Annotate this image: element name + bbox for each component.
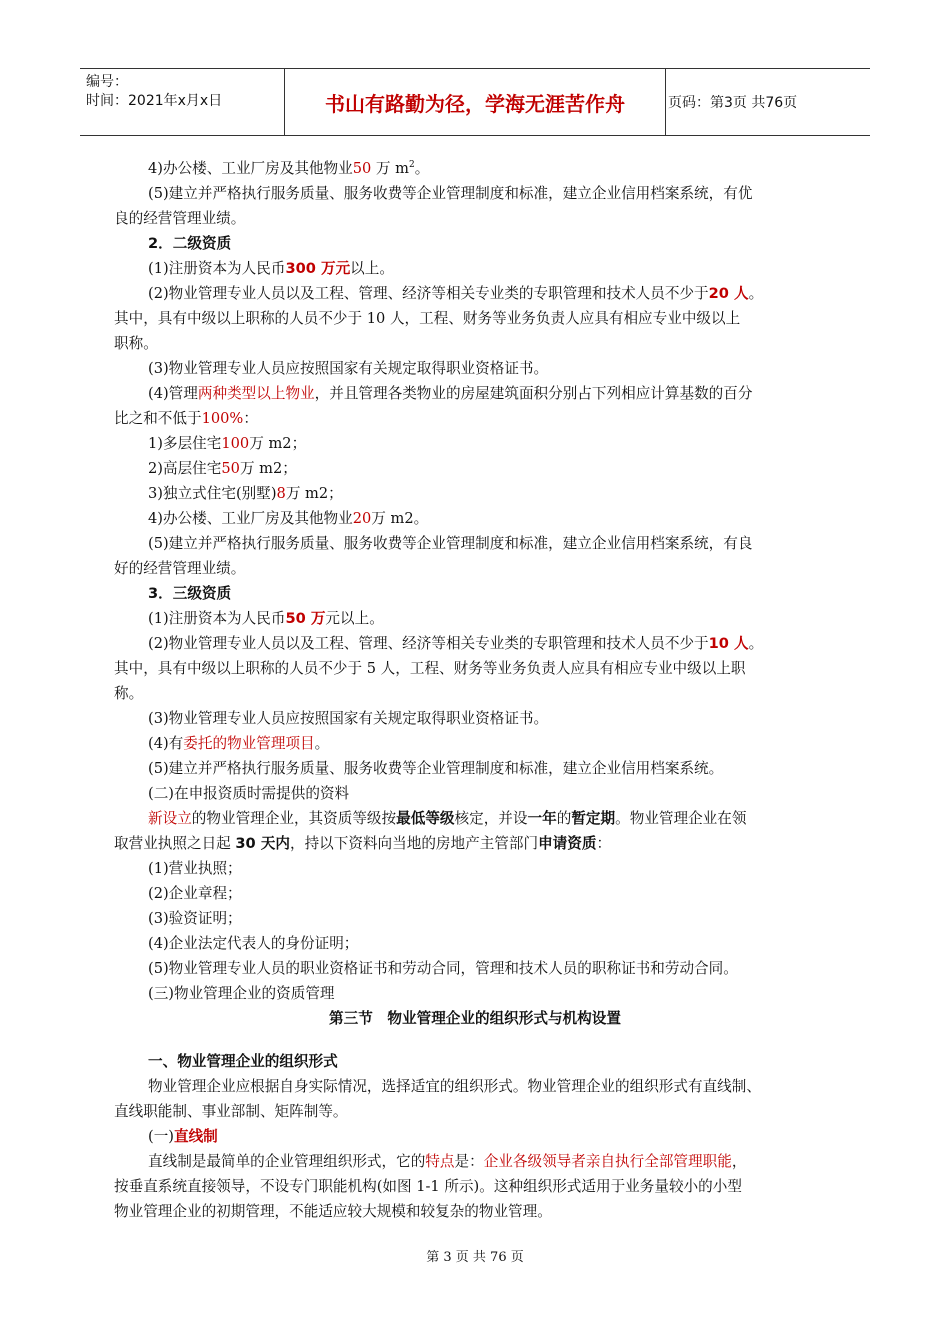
section-heading: 3．三级资质 <box>148 585 232 602</box>
paragraph-line: 新设立的物业管理企业，其资质等级按最低等级核定，并设一年的暂定期。物业管理企业在领 <box>148 810 747 827</box>
paragraph-line: (一)直线制 <box>148 1128 218 1145</box>
paragraph-line: 4)办公楼、工业厂房及其他物业50 万 $m^2$。 <box>148 160 430 177</box>
header-motto: 书山有路勤为径，学海无涯苦作舟 <box>325 91 625 116</box>
paragraph-line: (5)建立并严格执行服务质量、服务收费等企业管理制度和标准，建立企业信用档案系统，有优 <box>148 185 753 202</box>
spacer <box>114 1031 836 1049</box>
subsection-heading: 一、物业管理企业的组织形式 <box>148 1053 338 1070</box>
paragraph-line: (1)注册资本为人民币300 万元以上。 <box>148 260 394 277</box>
doc-number-label: 编号： <box>86 74 128 90</box>
paragraph-line: 物业管理企业的初期管理，不能适应较大规模和较复杂的物业管理。 <box>114 1203 552 1220</box>
paragraph-line: 直线职能制、事业部制、矩阵制等。 <box>114 1103 348 1120</box>
paragraph-line: (2)企业章程； <box>148 885 242 902</box>
paragraph-line: (5)物业管理专业人员的职业资格证书和劳动合同，管理和技术人员的职称证书和劳动合同。 <box>148 960 738 977</box>
paragraph-line: (3)物业管理专业人员应按照国家有关规定取得职业资格证书。 <box>148 360 549 377</box>
paragraph-line: 其中，具有中级以上职称的人员不少于 5 人，工程、财务等业务负责人应具有相应专业中级以上职 <box>114 660 746 677</box>
paragraph-line: (3)物业管理专业人员应按照国家有关规定取得职业资格证书。 <box>148 710 549 727</box>
paragraph-line: 好的经营管理业绩。 <box>114 560 246 577</box>
paragraph-line: (三)物业管理企业的资质管理 <box>148 985 335 1002</box>
paragraph-line: 称。 <box>114 685 144 702</box>
header-page-info: 页码：第3页 共76页 <box>668 95 798 111</box>
paragraph-line: (2)物业管理专业人员以及工程、管理、经济等相关专业类的专职管理和技术人员不少于20 人。 <box>148 285 764 302</box>
paragraph-line: 物业管理企业应根据自身实际情况，选择适宜的组织形式。物业管理企业的组织形式有直线制、 <box>148 1078 761 1095</box>
paragraph-line: (5)建立并严格执行服务质量、服务收费等企业管理制度和标准，建立企业信用档案系统。 <box>148 760 724 777</box>
paragraph-line: 直线制是最简单的企业管理组织形式，它的特点是：企业各级领导者亲自执行全部管理职能， <box>148 1153 747 1170</box>
paragraph-line: (4)企业法定代表人的身份证明； <box>148 935 359 952</box>
paragraph-line: 1)多层住宅100万 m2； <box>148 435 307 452</box>
paragraph-line: (4)有委托的物业管理项目。 <box>148 735 330 752</box>
header-meta <box>86 73 286 111</box>
paragraph-line: 职称。 <box>114 335 158 352</box>
section-heading: 2．二级资质 <box>148 235 232 252</box>
paragraph-line: 取营业执照之日起 30 天内，持以下资料向当地的房地产主管部门申请资质： <box>114 835 612 852</box>
paragraph-line: 其中，具有中级以上职称的人员不少于 10 人，工程、财务等业务负责人应具有相应专业中级以上 <box>114 310 741 327</box>
paragraph-line: 2)高层住宅50万 m2； <box>148 460 297 477</box>
paragraph-line: (1)注册资本为人民币50 万元以上。 <box>148 610 384 627</box>
page-header <box>80 68 870 136</box>
chapter-section-title: 第三节 物业管理企业的组织形式与机构设置 <box>329 1010 621 1027</box>
document-body <box>114 156 836 1224</box>
paragraph-line: 按垂直系统直接领导，不设专门职能机构(如图 1-1 所示)。这种组织形式适用于业务量较小的小型 <box>114 1178 742 1195</box>
paragraph-line: 比之和不低于100%： <box>114 410 258 427</box>
paragraph-line: (1)营业执照； <box>148 860 242 877</box>
doc-time-label: 时间：2021年x月x日 <box>86 93 223 109</box>
paragraph-line: 3)独立式住宅(别墅)8万 m2； <box>148 485 343 502</box>
paragraph-line: (3)验资证明； <box>148 910 242 927</box>
paragraph-line: 良的经营管理业绩。 <box>114 210 246 227</box>
paragraph-line: (2)物业管理专业人员以及工程、管理、经济等相关专业类的专职管理和技术人员不少于10 人。 <box>148 635 764 652</box>
paragraph-line: (5)建立并严格执行服务质量、服务收费等企业管理制度和标准，建立企业信用档案系统，有良 <box>148 535 753 552</box>
paragraph-line: (4)管理两种类型以上物业，并且管理各类物业的房屋建筑面积分别占下列相应计算基数的百分 <box>148 385 753 402</box>
page-footer: 第 3 页 共 76 页 <box>426 1250 524 1265</box>
paragraph-line: 4)办公楼、工业厂房及其他物业20万 m2。 <box>148 510 429 527</box>
paragraph-line: (二)在申报资质时需提供的资料 <box>148 785 350 802</box>
